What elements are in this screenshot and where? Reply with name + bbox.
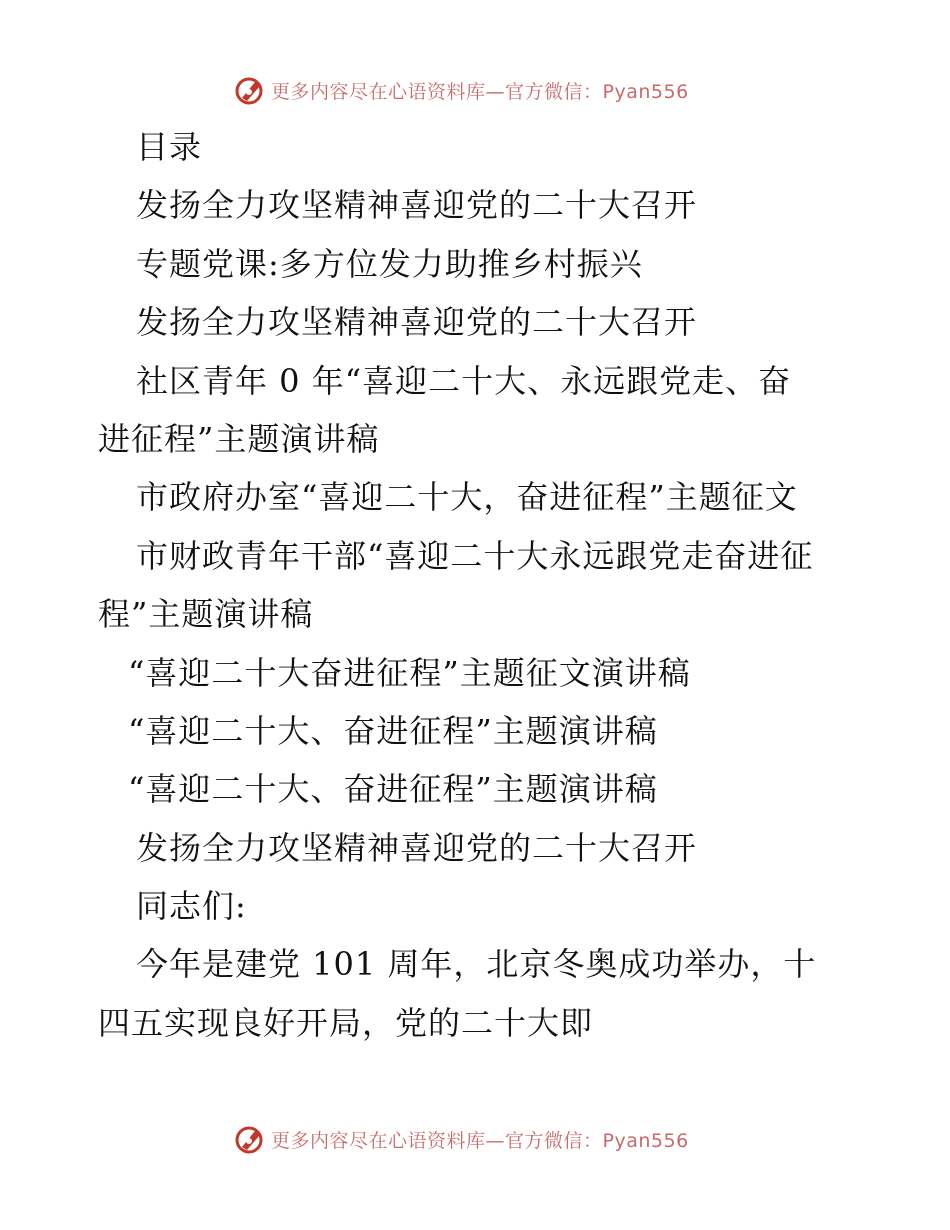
toc-item: 发扬全力攻坚精神喜迎党的二十大召开 [136,303,698,342]
toc-item: 市政府办室“喜迎二十大，奋进征程”主题征文 [136,478,798,517]
salutation: 同志们: [136,887,247,926]
pen-logo-icon [233,1123,267,1155]
pen-logo-icon [233,74,267,106]
body-paragraph-continuation: 四五实现良好开局，党的二十大即 [98,1003,594,1042]
section-title: 发扬全力攻坚精神喜迎党的二十大召开 [136,828,698,867]
document-body [98,118,858,1052]
toc-item: 专题党课:多方位发力助推乡村振兴 [136,244,643,283]
toc-item-continuation: 进征程”主题演讲稿 [98,419,380,458]
toc-heading: 目录 [136,128,203,166]
body-paragraph: 今年是建党 101 周年，北京冬奥成功举办，十 [136,945,817,984]
watermark-text: 更多内容尽在心语资料库—官方微信：Pyan556 [271,80,689,103]
toc-item: “喜迎二十大奋进征程”主题征文演讲稿 [128,653,691,692]
footer-watermark [233,1123,689,1155]
watermark-text: 更多内容尽在心语资料库—官方微信：Pyan556 [271,1129,689,1152]
toc-item: 发扬全力攻坚精神喜迎党的二十大召开 [136,186,698,225]
toc-item: 社区青年 0 年“喜迎二十大、永远跟党走、奋 [136,361,792,400]
toc-item: “喜迎二十大、奋进征程”主题演讲稿 [128,711,658,750]
header-watermark [233,74,689,106]
toc-item: 市财政青年干部“喜迎二十大永远跟党走奋进征 [136,536,814,575]
toc-item: “喜迎二十大、奋进征程”主题演讲稿 [128,770,658,809]
toc-item-continuation: 程”主题演讲稿 [98,595,314,634]
